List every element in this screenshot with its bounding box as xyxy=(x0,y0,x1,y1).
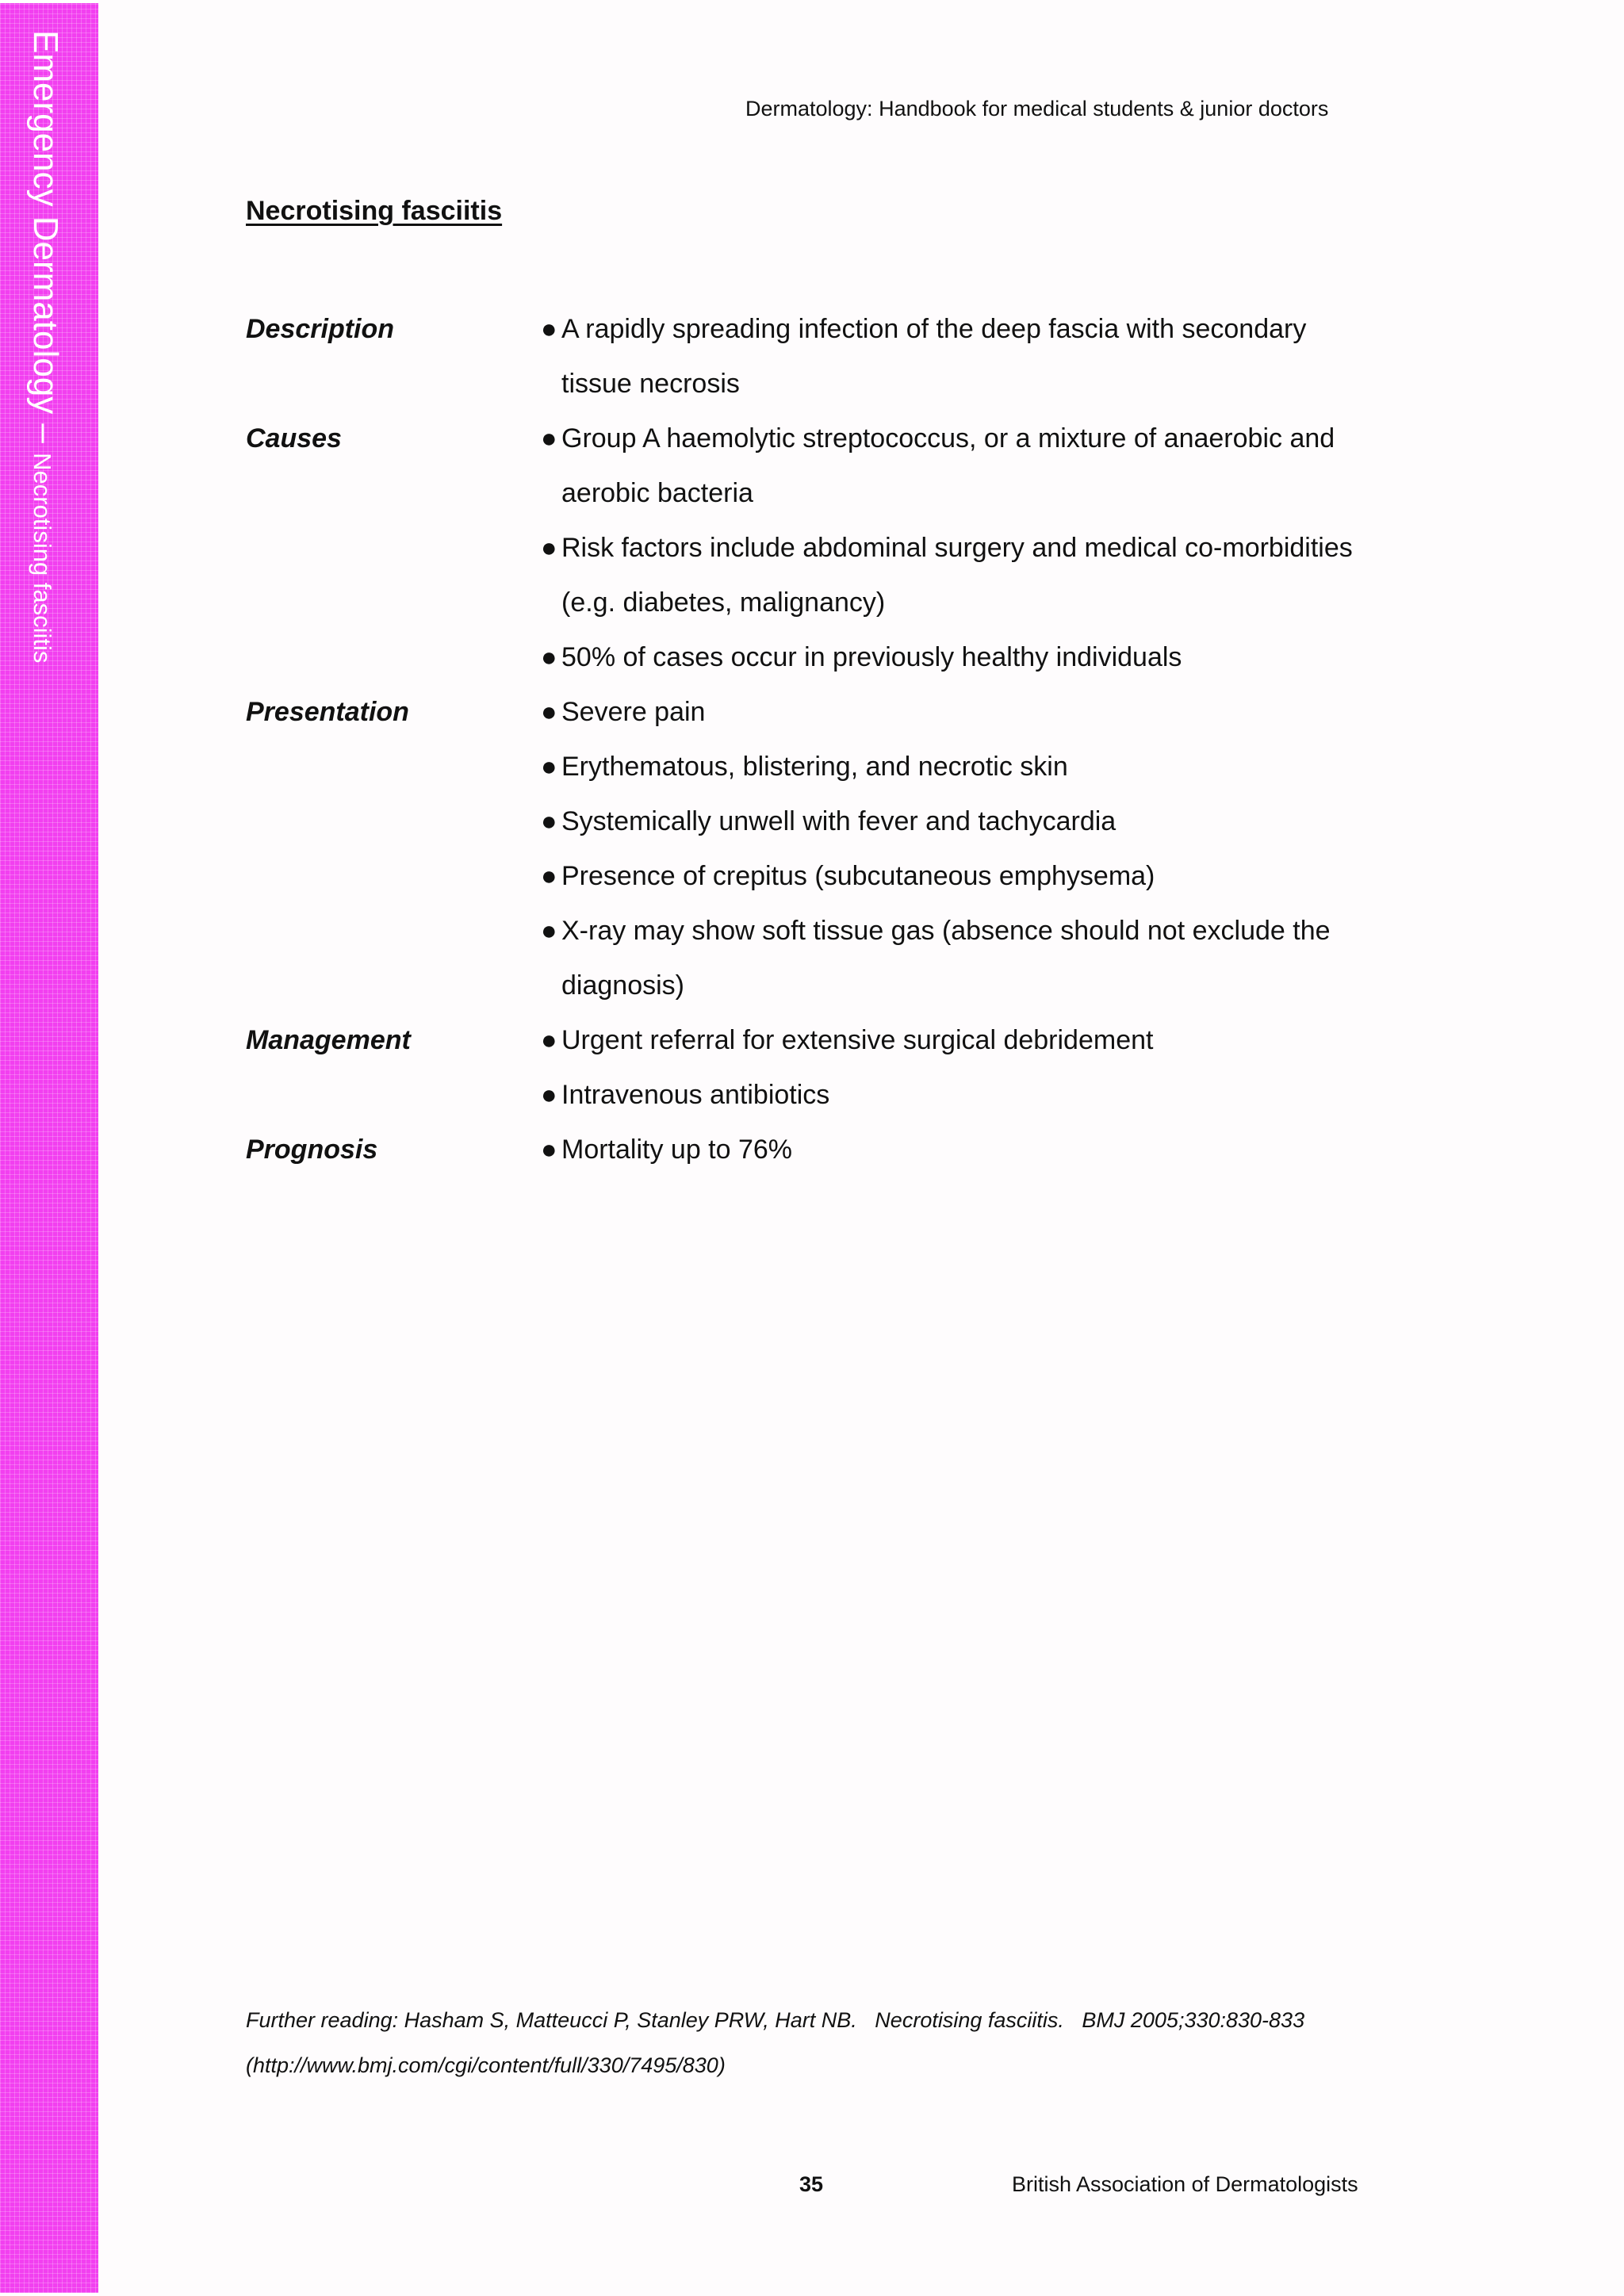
bullet-text-line: Risk factors include abdominal surgery and medical co-morbidities xyxy=(561,533,1353,563)
bullet-dot-icon: ● xyxy=(541,1135,557,1165)
row-label: Causes xyxy=(246,423,342,453)
bullet-dot-icon: ● xyxy=(541,916,557,946)
topic-row xyxy=(246,1123,1388,1177)
side-chapter-tab xyxy=(0,3,98,2293)
side-tab-chapter: Emergency Dermatology xyxy=(26,30,65,415)
bullet-text-line: X-ray may show soft tissue gas (absence should not exclude the xyxy=(561,916,1331,946)
bullet-text-line: Intravenous antibiotics xyxy=(561,1080,830,1110)
topic-row xyxy=(246,1013,1388,1123)
bullet-item xyxy=(541,794,1388,849)
bullet-text-line: Group A haemolytic streptococcus, or a mixture of anaerobic and xyxy=(561,423,1335,453)
bullet-dot-icon: ● xyxy=(541,314,557,344)
bullet-dot-icon: ● xyxy=(541,1025,557,1055)
side-tab-separator: – xyxy=(26,414,65,453)
topic-row xyxy=(246,685,1388,1013)
footer-organisation: British Association of Dermatologists xyxy=(1012,2172,1358,2196)
bullet-item xyxy=(541,1123,1388,1177)
bullet-item xyxy=(541,302,1388,411)
bullet-text-line: 50% of cases occur in previously healthy individuals xyxy=(561,642,1182,672)
row-label: Management xyxy=(246,1025,411,1055)
bullet-list xyxy=(541,685,1388,1013)
bullet-dot-icon: ● xyxy=(541,752,557,782)
bullet-item xyxy=(541,1013,1388,1068)
row-label: Presentation xyxy=(246,697,409,727)
bullet-dot-icon: ● xyxy=(541,642,557,672)
bullet-text-line: A rapidly spreading infection of the deep fascia with secondary xyxy=(561,314,1307,344)
bullet-item xyxy=(541,1068,1388,1123)
bullet-dot-icon: ● xyxy=(541,533,557,563)
bullet-dot-icon: ● xyxy=(541,1080,557,1110)
bullet-item xyxy=(541,521,1388,630)
bullet-item xyxy=(541,904,1388,1013)
bullet-dot-icon: ● xyxy=(541,423,557,453)
bullet-dot-icon: ● xyxy=(541,806,557,836)
bullet-text-line: diagnosis) xyxy=(561,970,684,1001)
bullet-list xyxy=(541,411,1388,685)
bullet-item xyxy=(541,740,1388,794)
running-header: Dermatology: Handbook for medical students & junior doctors xyxy=(745,97,1329,121)
further-reading-url: (http://www.bmj.com/cgi/content/full/330/7495/830) xyxy=(246,2053,726,2077)
bullet-item xyxy=(541,411,1388,521)
row-label: Description xyxy=(246,314,395,344)
topic-table xyxy=(246,302,1388,1177)
side-tab-text xyxy=(25,30,65,663)
bullet-text-line: (e.g. diabetes, malignancy) xyxy=(561,587,886,618)
row-label: Prognosis xyxy=(246,1135,378,1165)
bullet-text-line: Erythematous, blistering, and necrotic skin xyxy=(561,752,1068,782)
bullet-text-line: Severe pain xyxy=(561,697,706,727)
bullet-text-line: Mortality up to 76% xyxy=(561,1135,793,1165)
further-reading xyxy=(246,1998,1435,2088)
bullet-text-line: Presence of crepitus (subcutaneous emphysema) xyxy=(561,861,1155,891)
further-reading-citation: Further reading: Hasham S, Matteucci P, Stanley PRW, Hart NB. Necrotising fasciitis. BMJ 2005;330:830-833 xyxy=(246,2008,1305,2032)
bullet-text-line: aerobic bacteria xyxy=(561,478,753,508)
bullet-dot-icon: ● xyxy=(541,861,557,891)
bullet-item xyxy=(541,630,1388,685)
bullet-dot-icon: ● xyxy=(541,697,557,727)
topic-row xyxy=(246,411,1388,685)
bullet-text-line: Urgent referral for extensive surgical debridement xyxy=(561,1025,1154,1055)
bullet-item xyxy=(541,685,1388,740)
page-number: 35 xyxy=(799,2172,824,2196)
side-tab-topic: Necrotising fasciitis xyxy=(29,453,56,664)
bullet-text-line: tissue necrosis xyxy=(561,369,740,399)
bullet-text-line: Systemically unwell with fever and tachycardia xyxy=(561,806,1116,836)
section-title: Necrotising fasciitis xyxy=(246,196,503,226)
bullet-list xyxy=(541,1123,1388,1177)
bullet-item xyxy=(541,849,1388,904)
bullet-list xyxy=(541,1013,1388,1123)
bullet-list xyxy=(541,302,1388,411)
topic-row xyxy=(246,302,1388,411)
